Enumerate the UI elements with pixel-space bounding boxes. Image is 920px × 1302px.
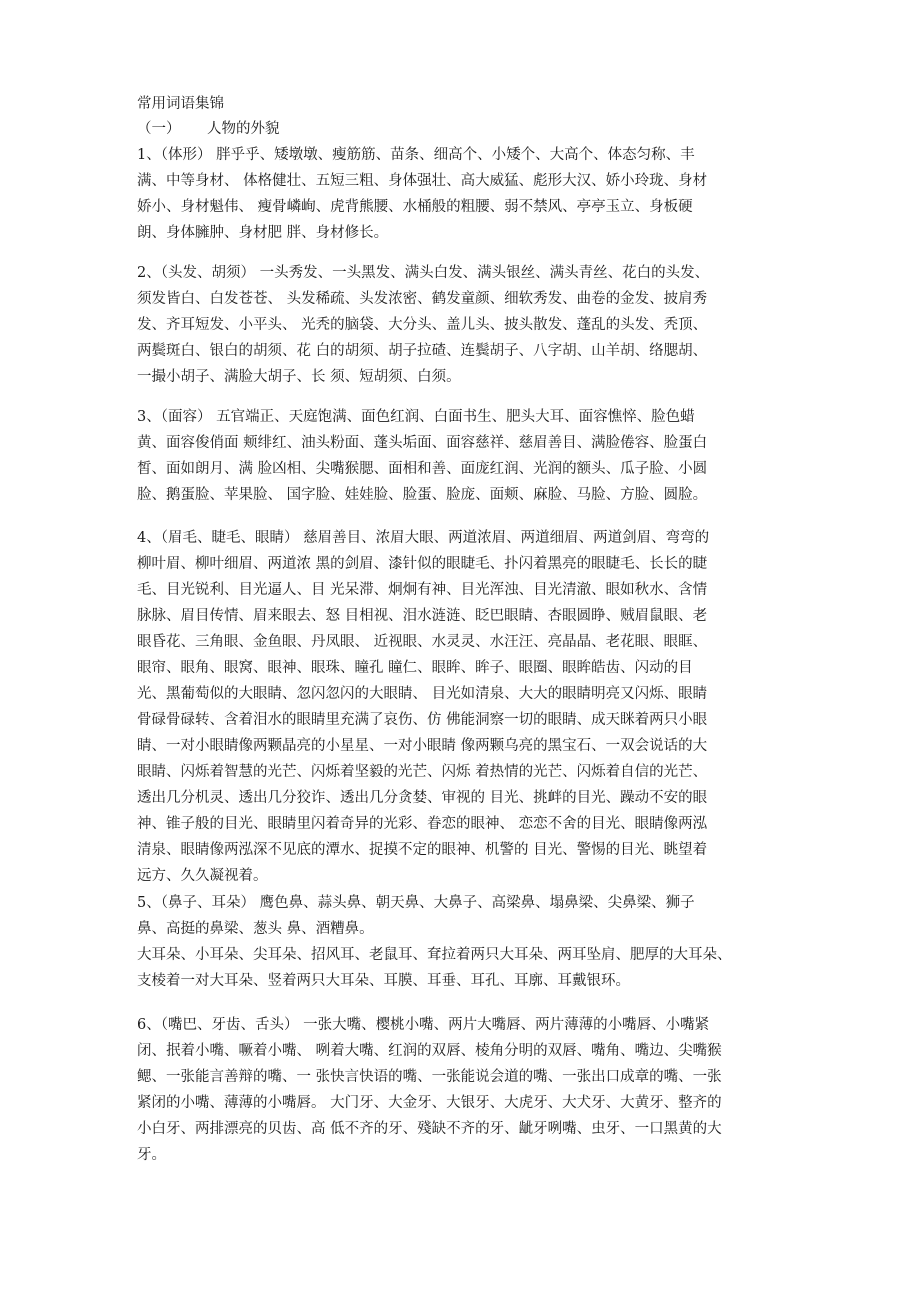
text-line: 大耳朵、小耳朵、尖耳朵、招风耳、老鼠耳、耷拉着两只大耳朵、两耳坠肩、肥厚的大耳朵、 [137, 947, 732, 963]
text-line: 支棱着一对大耳朵、竖着两只大耳朵、耳膜、耳垂、耳孔、耳廓、耳戴银环。 [137, 973, 630, 989]
text-line: 1、（体形） 胖乎乎、矮墩墩、瘦筋筋、苗条、细高个、小矮个、大高个、体态匀称、丰 [137, 147, 695, 163]
text-line: 眼睛、闪烁着智慧的光芒、闪烁着坚毅的光芒、闪烁 着热情的光芒、闪烁着自信的光芒、 [137, 764, 708, 780]
text-line: 2、（头发、胡须） 一头秀发、一头黑发、满头白发、满头银丝、满头青丝、花白的头发、 [137, 265, 710, 281]
text-line: 眼昏花、三角眼、金鱼眼、丹凤眼、 近视眼、水灵灵、水汪汪、亮晶晶、老花眼、眼眶、 [137, 634, 708, 650]
text-line: 眼帘、眼角、眼窝、眼神、眼珠、瞳孔 瞳仁、眼眸、眸子、眼圈、眼眸皓齿、闪动的目 [137, 660, 693, 676]
section-body-shape [137, 142, 817, 246]
chapter-title: 人物的外貌 [207, 121, 280, 137]
text-line: 神、锥子般的目光、眼睛里闪着奇异的光彩、眷恋的眼神、 恋恋不舍的目光、眼睛像两泓 [137, 816, 708, 832]
text-line: 3、（面容） 五官端正、天庭饱满、面色红润、白面书生、肥头大耳、面容憔悴、脸色蜡 [137, 409, 695, 425]
text-line: 脉脉、眉目传情、眉来眼去、怒 目相视、泪水涟涟、眨巴眼睛、杏眼圆睁、贼眉鼠眼、老 [137, 608, 708, 624]
section-mouth-teeth [137, 1012, 817, 1168]
text-line: 鼻、高挺的鼻梁、葱头 鼻、酒糟鼻。 [137, 921, 374, 937]
section-face [137, 404, 817, 508]
text-line: 光、黑葡萄似的大眼睛、忽闪忽闪的大眼睛、 目光如清泉、大大的眼睛明亮又闪烁、眼睛 [137, 686, 708, 702]
text-line: 脸、鹅蛋脸、苹果脸、 国字脸、娃娃脸、脸蛋、脸庞、面颊、麻脸、马脸、方脸、圆脸。 [137, 487, 708, 503]
text-line: 一撮小胡子、满脸大胡子、长 须、短胡须、白须。 [137, 369, 461, 385]
text-line: 牙。 [137, 1147, 166, 1163]
chapter-heading [137, 119, 280, 139]
text-line: 柳叶眉、柳叶细眉、两道浓 黑的剑眉、漆针似的眼睫毛、扑闪着黑亮的眼睫毛、长长的睫 [137, 556, 708, 572]
text-line: 睛、一对小眼睛像两颗晶亮的小星星、一对小眼睛 像两颗乌亮的黑宝石、一双会说话的大 [137, 738, 708, 754]
text-line: 朗、身体臃肿、身材肥 胖、身材修长。 [137, 225, 389, 241]
text-line: 紧闭的小嘴、薄薄的小嘴唇。 大门牙、大金牙、大银牙、大虎牙、大犬牙、大黄牙、整齐的 [137, 1095, 722, 1111]
chapter-number: （一） [137, 121, 181, 137]
section-nose-ears [137, 890, 817, 994]
text-line: 小白牙、两排漂亮的贝齿、高 低不齐的牙、殘缺不齐的牙、龇牙咧嘴、虫牙、一口黑黄的大 [137, 1121, 722, 1137]
text-line: 4、（眉毛、睫毛、眼睛） 慈眉善目、浓眉大眼、两道浓眉、两道细眉、两道剑眉、弯弯的 [137, 530, 710, 546]
section-eyes [137, 525, 817, 889]
text-line: 毛、目光锐利、目光逼人、目 光呆滞、炯炯有神、目光浑浊、目光清澈、眼如秋水、含情 [137, 582, 708, 598]
text-line: 须发皆白、白发苍苍、 头发稀疏、头发浓密、鹤发童颜、细软秀发、曲卷的金发、披肩秀 [137, 291, 708, 307]
text-line: 鳃、一张能言善辩的嘴、一 张快言快语的嘴、一张能说会道的嘴、一张出口成章的嘴、一张 [137, 1069, 722, 1085]
text-line: 闭、抿着小嘴、噘着小嘴、 咧着大嘴、红润的双唇、棱角分明的双唇、嘴角、嘴边、尖嘴猴 [137, 1043, 722, 1059]
text-line: 发、齐耳短发、小平头、 光秃的脑袋、大分头、盖儿头、披头散发、蓬乱的头发、秃顶、 [137, 317, 708, 333]
text-line: 远方、久久凝视着。 [137, 868, 268, 884]
text-line: 5、（鼻子、耳朵） 鹰色鼻、蒜头鼻、朝天鼻、大鼻子、高梁鼻、塌鼻梁、尖鼻梁、狮子 [137, 895, 695, 911]
text-line: 黄、面容俊俏面 颊绯红、油头粉面、蓬头垢面、面容慈祥、慈眉善目、满脸倦容、脸蛋白 [137, 435, 708, 451]
text-line: 清泉、眼睛像两泓深不见底的潭水、捉摸不定的眼神、机警的 目光、警惕的目光、眺望着 [137, 842, 708, 858]
text-line: 透出几分机灵、透出几分狡诈、透出几分贪婪、审视的 目光、挑衅的目光、躁动不安的眼 [137, 790, 708, 806]
text-line: 6、（嘴巴、牙齿、舌头） 一张大嘴、樱桃小嘴、两片大嘴唇、两片薄薄的小嘴唇、小嘴紧 [137, 1017, 710, 1033]
text-line: 娇小、身材魁伟、 瘦骨嶙峋、虎背熊腰、水桶般的粗腰、弱不禁风、亭亭玉立、身板硬 [137, 199, 693, 215]
doc-title: 常用词语集锦 [137, 96, 224, 112]
section-hair-beard [137, 260, 817, 390]
text-line: 两鬓斑白、银白的胡须、花 白的胡须、胡子拉碴、连鬓胡子、八字胡、山羊胡、络腮胡、 [137, 343, 708, 359]
text-line: 皙、面如朗月、满 脸凶相、尖嘴猴腮、面相和善、面庞红润、光润的额头、瓜子脸、小圆 [137, 461, 708, 477]
text-line: 满、中等身材、 体格健壮、五短三粗、身体强壮、高大威猛、彪形大汉、娇小玲珑、身材 [137, 173, 708, 189]
text-line: 骨碌骨碌转、含着泪水的眼睛里充满了哀伤、仿 佛能洞察一切的眼睛、成天眯着两只小眼 [137, 712, 708, 728]
